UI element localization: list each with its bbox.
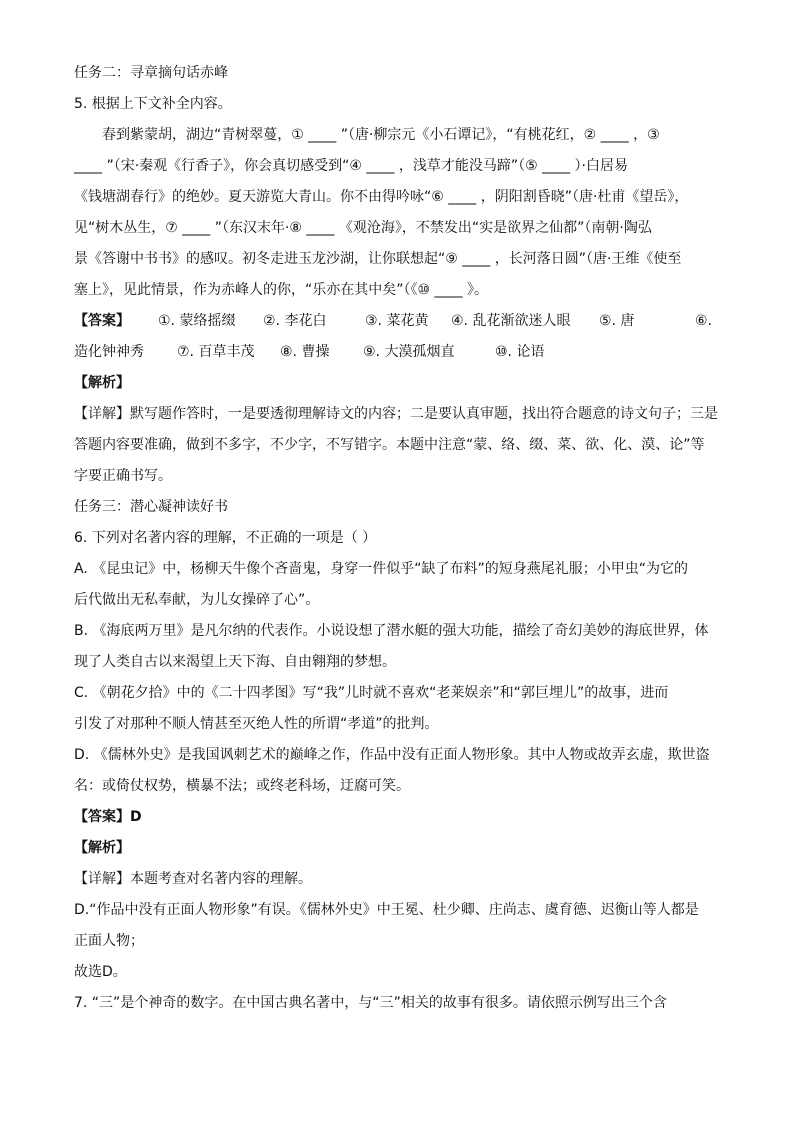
detail-line: 字要正确书写。 [74, 468, 172, 484]
detail-line: 正面人物； [74, 933, 144, 949]
detail-line: 【详解】默写题作答时，一是要透彻理解诗文的内容；二是要认真审题，找出符合题意的诗文句子；三是 [74, 406, 718, 422]
document-page [74, 58, 724, 1019]
passage-line: 塞上》，见此情景，作为赤峰人的你，“乐亦在其中矣”（《⑩ ____ 》。 [74, 282, 488, 298]
option-a: A. 《昆虫记》中，杨柳天牛像个吝啬鬼，身穿一件似乎“缺了布料”的短身燕尾礼服；小甲虫“为它的 [74, 561, 688, 577]
option-b: B. 《海底两万里》是凡尔纳的代表作。小说设想了潜水艇的强大功能，描绘了奇幻美妙的海底世界，体 [74, 623, 709, 639]
question-6-answer: 【答案】D [74, 809, 142, 825]
option-d: D. 《儒林外史》是我国讽刺艺术的巅峰之作，作品中没有正面人物形象。其中人物或故弄玄虚，欺世盗 [74, 747, 710, 763]
answer-item: ⑨. 大漠孤烟直 [363, 344, 455, 360]
answer-item: ②. 李花白 [263, 313, 327, 329]
question-5-passage [74, 120, 724, 306]
option-d-cont: 名：或倚仗权势，横暴不法；或终老科场，迂腐可笑。 [74, 778, 410, 794]
detail-line: 故选D。 [74, 964, 127, 980]
passage-line: 景《答谢中书书》的感叹。初冬走进玉龙沙湖，让你联想起“⑨ ____ ，长河落日圆”（唐·王维《使至 [74, 251, 682, 267]
detail-line: D.“作品中没有正面人物形象”有误。《儒林外史》中王冕、杜少卿、庄尚志、虞育德、迟衡山等人都是 [74, 902, 699, 918]
passage-line: ____ ”（宋·秦观《行香子》，你会真切感受到“④ ____ ，浅草才能没马蹄”（⑤ ____ ）·白居易 [74, 158, 629, 174]
answer-label: 【答案】 [74, 313, 130, 329]
analysis-label: 【解析】 [74, 840, 130, 856]
section-title: 任务二：寻章摘句话赤峰 [74, 65, 228, 81]
passage-line: 见“树木丛生，⑦ ____ ”（东汉末年·⑧ ____ 《观沧海》，不禁发出“实是欲界之仙都”（南朝·陶弘 [74, 220, 652, 236]
option-a-cont: 后代做出无私奉献，为儿女操碎了心”。 [74, 592, 320, 608]
option-b-cont: 现了人类自古以来渴望上天下海、自由翱翔的梦想。 [74, 654, 396, 670]
answer-item: ⑩. 论语 [495, 344, 545, 360]
passage-line: 《钱塘湖春行》的绝妙。夏天游览大青山。你不由得吟咏“⑥ ____ ，阴阳割昏晓”（唐·杜甫《望岳》， [74, 189, 689, 205]
answer-item: ⑤. 唐 [599, 313, 635, 329]
option-c: C. 《朝花夕拾》中的《二十四孝图》写“我”儿时就不喜欢“老莱娱亲”和“郭巨埋儿”的故事，进而 [74, 685, 669, 701]
answer-item: ⑥. [695, 313, 713, 329]
question-5-stem: 5. 根据上下文补全内容。 [74, 96, 232, 112]
answer-item: ⑧. 曹操 [280, 344, 330, 360]
question-7-stem: 7. “三”是个神奇的数字。在中国古典名著中，与“三”相关的故事有很多。请依照示例写出三个含 [74, 995, 667, 1011]
answer-item: ⑦. 百草丰茂 [177, 344, 255, 360]
passage-line: 春到紫蒙胡，湖边“青树翠蔓，① ____ ”（唐·柳宗元《小石谭记》，“有桃花红，② ____ ，③ [102, 127, 660, 143]
answer-item: ③. 菜花黄 [365, 313, 429, 329]
question-5-answer [74, 306, 724, 337]
analysis-label: 【解析】 [74, 375, 130, 391]
detail-line: 【详解】本题考查对名著内容的理解。 [74, 871, 312, 887]
detail-line: 答题内容要准确，做到不多字，不少字，不写错字。本题中注意“蒙、络、缀、菜、欲、化、漠、论”等 [74, 437, 705, 453]
option-c-cont: 引发了对那种不顺人情甚至灭绝人性的所谓“孝道”的批判。 [74, 716, 439, 732]
answer-item: ①. 蒙络摇缀 [158, 313, 236, 329]
answer-item: 造化钟神秀 [74, 344, 144, 360]
question-6-stem: 6. 下列对名著内容的理解，不正确的一项是（ ） [74, 530, 377, 546]
section-title: 任务三：潜心凝神读好书 [74, 499, 228, 515]
answer-item: ④. 乱花渐欲迷人眼 [451, 313, 571, 329]
question-5-answer-cont [74, 337, 724, 368]
